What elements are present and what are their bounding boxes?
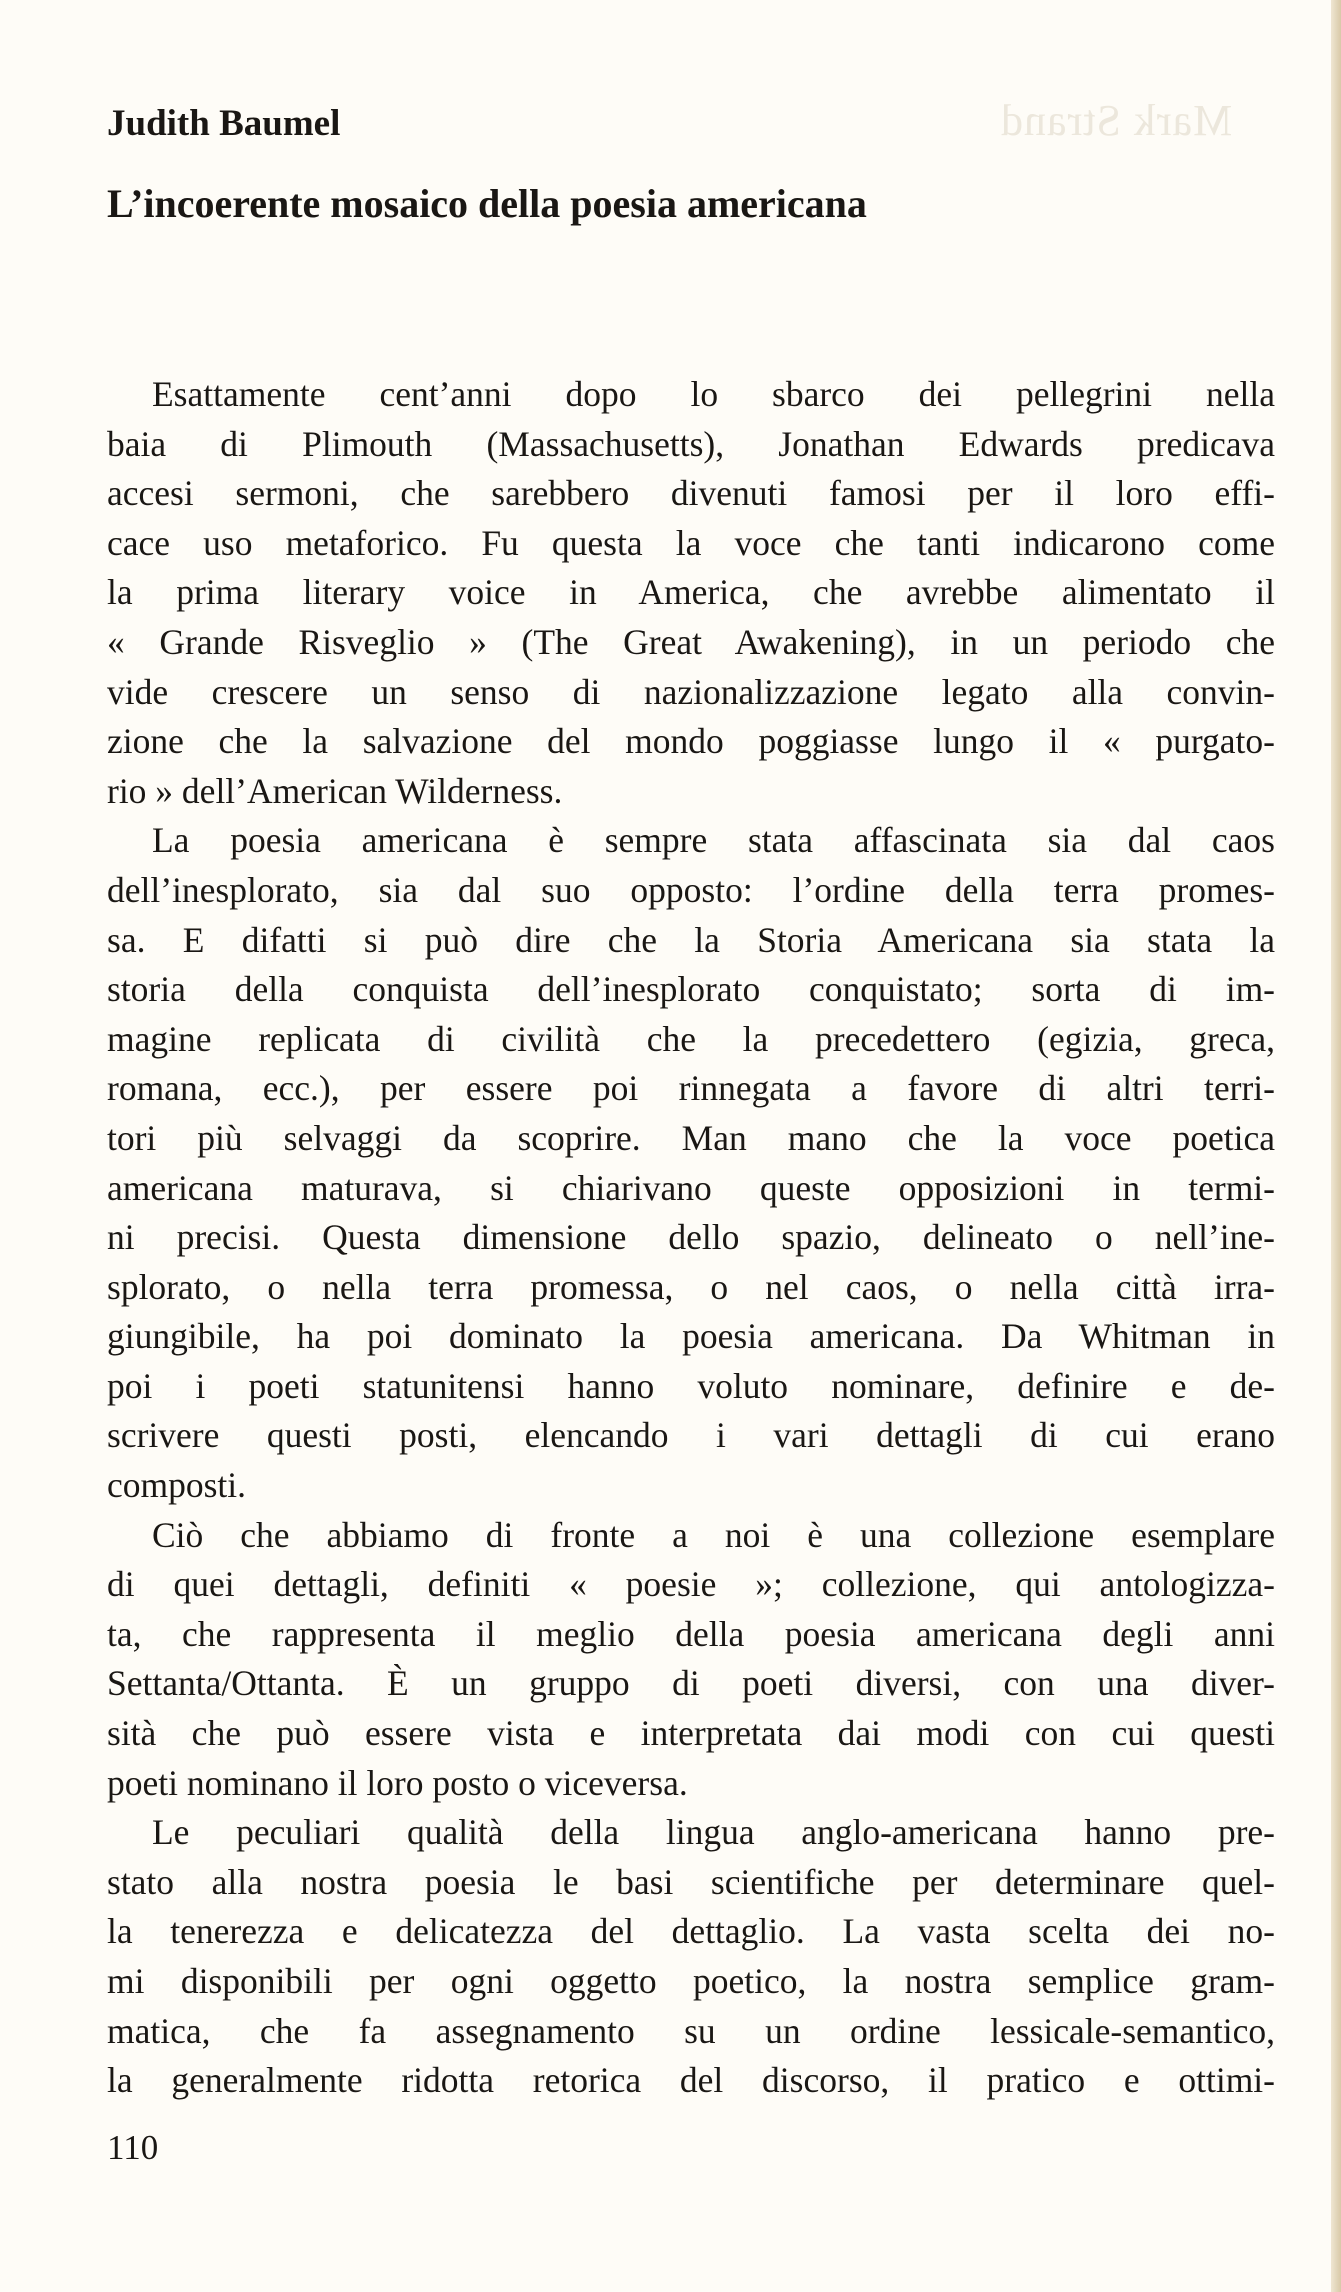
body-line: romana, ecc.), per essere poi rinnegata a favore di altri terri- — [107, 1068, 1275, 1109]
body-line: ni precisi. Questa dimensione dello spazio, delineato o nell’ine- — [107, 1217, 1275, 1258]
body-line: sa. E difatti si può dire che la Storia Americana sia stata la — [107, 919, 1275, 960]
body-line: composti. — [107, 1465, 247, 1506]
body-line: zione che la salvazione del mondo poggiasse lungo il « purgato- — [107, 721, 1275, 762]
body-line: accesi sermoni, che sarebbero divenuti famosi per il loro effi- — [107, 473, 1275, 514]
body-line: poeti nominano il loro posto o viceversa. — [107, 1762, 688, 1803]
body-line: di quei dettagli, definiti « poesie »; collezione, qui antologizza- — [107, 1564, 1275, 1605]
essay-body — [107, 370, 1275, 2106]
show-through-text: Mark Strand — [1000, 96, 1233, 145]
body-line: Settanta/Ottanta. È un gruppo di poeti diversi, con una diver- — [107, 1663, 1275, 1704]
body-line: baia di Plimouth (Massachusetts), Jonathan Edwards predicava — [107, 423, 1275, 464]
page-edge-shadow — [1331, 0, 1341, 2292]
body-line: La poesia americana è sempre stata affascinata sia dal caos — [152, 820, 1275, 861]
body-line: americana maturava, si chiarivano queste opposizioni in termi- — [107, 1167, 1275, 1208]
body-line: mi disponibili per ogni oggetto poetico, la nostra semplice gram- — [107, 1961, 1275, 2001]
body-line: stato alla nostra poesia le basi scientifiche per determinare quel- — [107, 1861, 1275, 1902]
essay-title: L’incoerente mosaico della poesia americana — [107, 181, 867, 226]
author-name: Judith Baumel — [107, 103, 341, 144]
body-line: Ciò che abbiamo di fronte a noi è una collezione esemplare — [152, 1514, 1275, 1555]
body-line: poi i poeti statunitensi hanno voluto nominare, definire e de- — [107, 1365, 1275, 1406]
body-line: dell’inesplorato, sia dal suo opposto: l’ordine della terra promes- — [107, 869, 1275, 910]
body-line: storia della conquista dell’inesplorato conquistato; sorta di im- — [107, 969, 1275, 1010]
body-line: sità che può essere vista e interpretata dai modi con cui questi — [107, 1713, 1275, 1754]
body-line: tori più selvaggi da scoprire. Man mano che la voce poetica — [107, 1117, 1275, 1158]
body-line: cace uso metaforico. Fu questa la voce che tanti indicarono come — [107, 522, 1275, 563]
body-line: la generalmente ridotta retorica del discorso, il pratico e ottimi- — [107, 2060, 1275, 2101]
body-line: Esattamente cent’anni dopo lo sbarco dei pellegrini nella — [152, 374, 1275, 414]
body-line: matica, che fa assegnamento su un ordine lessicale-semantico, — [107, 2010, 1275, 2051]
body-line: rio » dell’American Wilderness. — [107, 770, 563, 811]
body-line: magine replicata di civilità che la precedettero (egizia, greca, — [107, 1018, 1275, 1059]
page-number: 110 — [107, 2128, 159, 2167]
body-line: giungibile, ha poi dominato la poesia americana. Da Whitman in — [107, 1316, 1275, 1357]
body-line: la prima literary voice in America, che avrebbe alimentato il — [107, 572, 1275, 613]
body-line: vide crescere un senso di nazionalizzazione legato alla convin- — [107, 671, 1275, 712]
body-line: « Grande Risveglio » (The Great Awakening), in un periodo che — [107, 621, 1275, 662]
body-line: splorato, o nella terra promessa, o nel caos, o nella città irra- — [107, 1266, 1275, 1307]
body-line: la tenerezza e delicatezza del dettaglio. La vasta scelta dei no- — [107, 1911, 1275, 1952]
body-line: scrivere questi posti, elencando i vari dettagli di cui erano — [107, 1415, 1275, 1456]
body-line: ta, che rappresenta il meglio della poesia americana degli anni — [107, 1613, 1275, 1654]
body-line: Le peculiari qualità della lingua anglo-americana hanno pre- — [152, 1812, 1275, 1853]
